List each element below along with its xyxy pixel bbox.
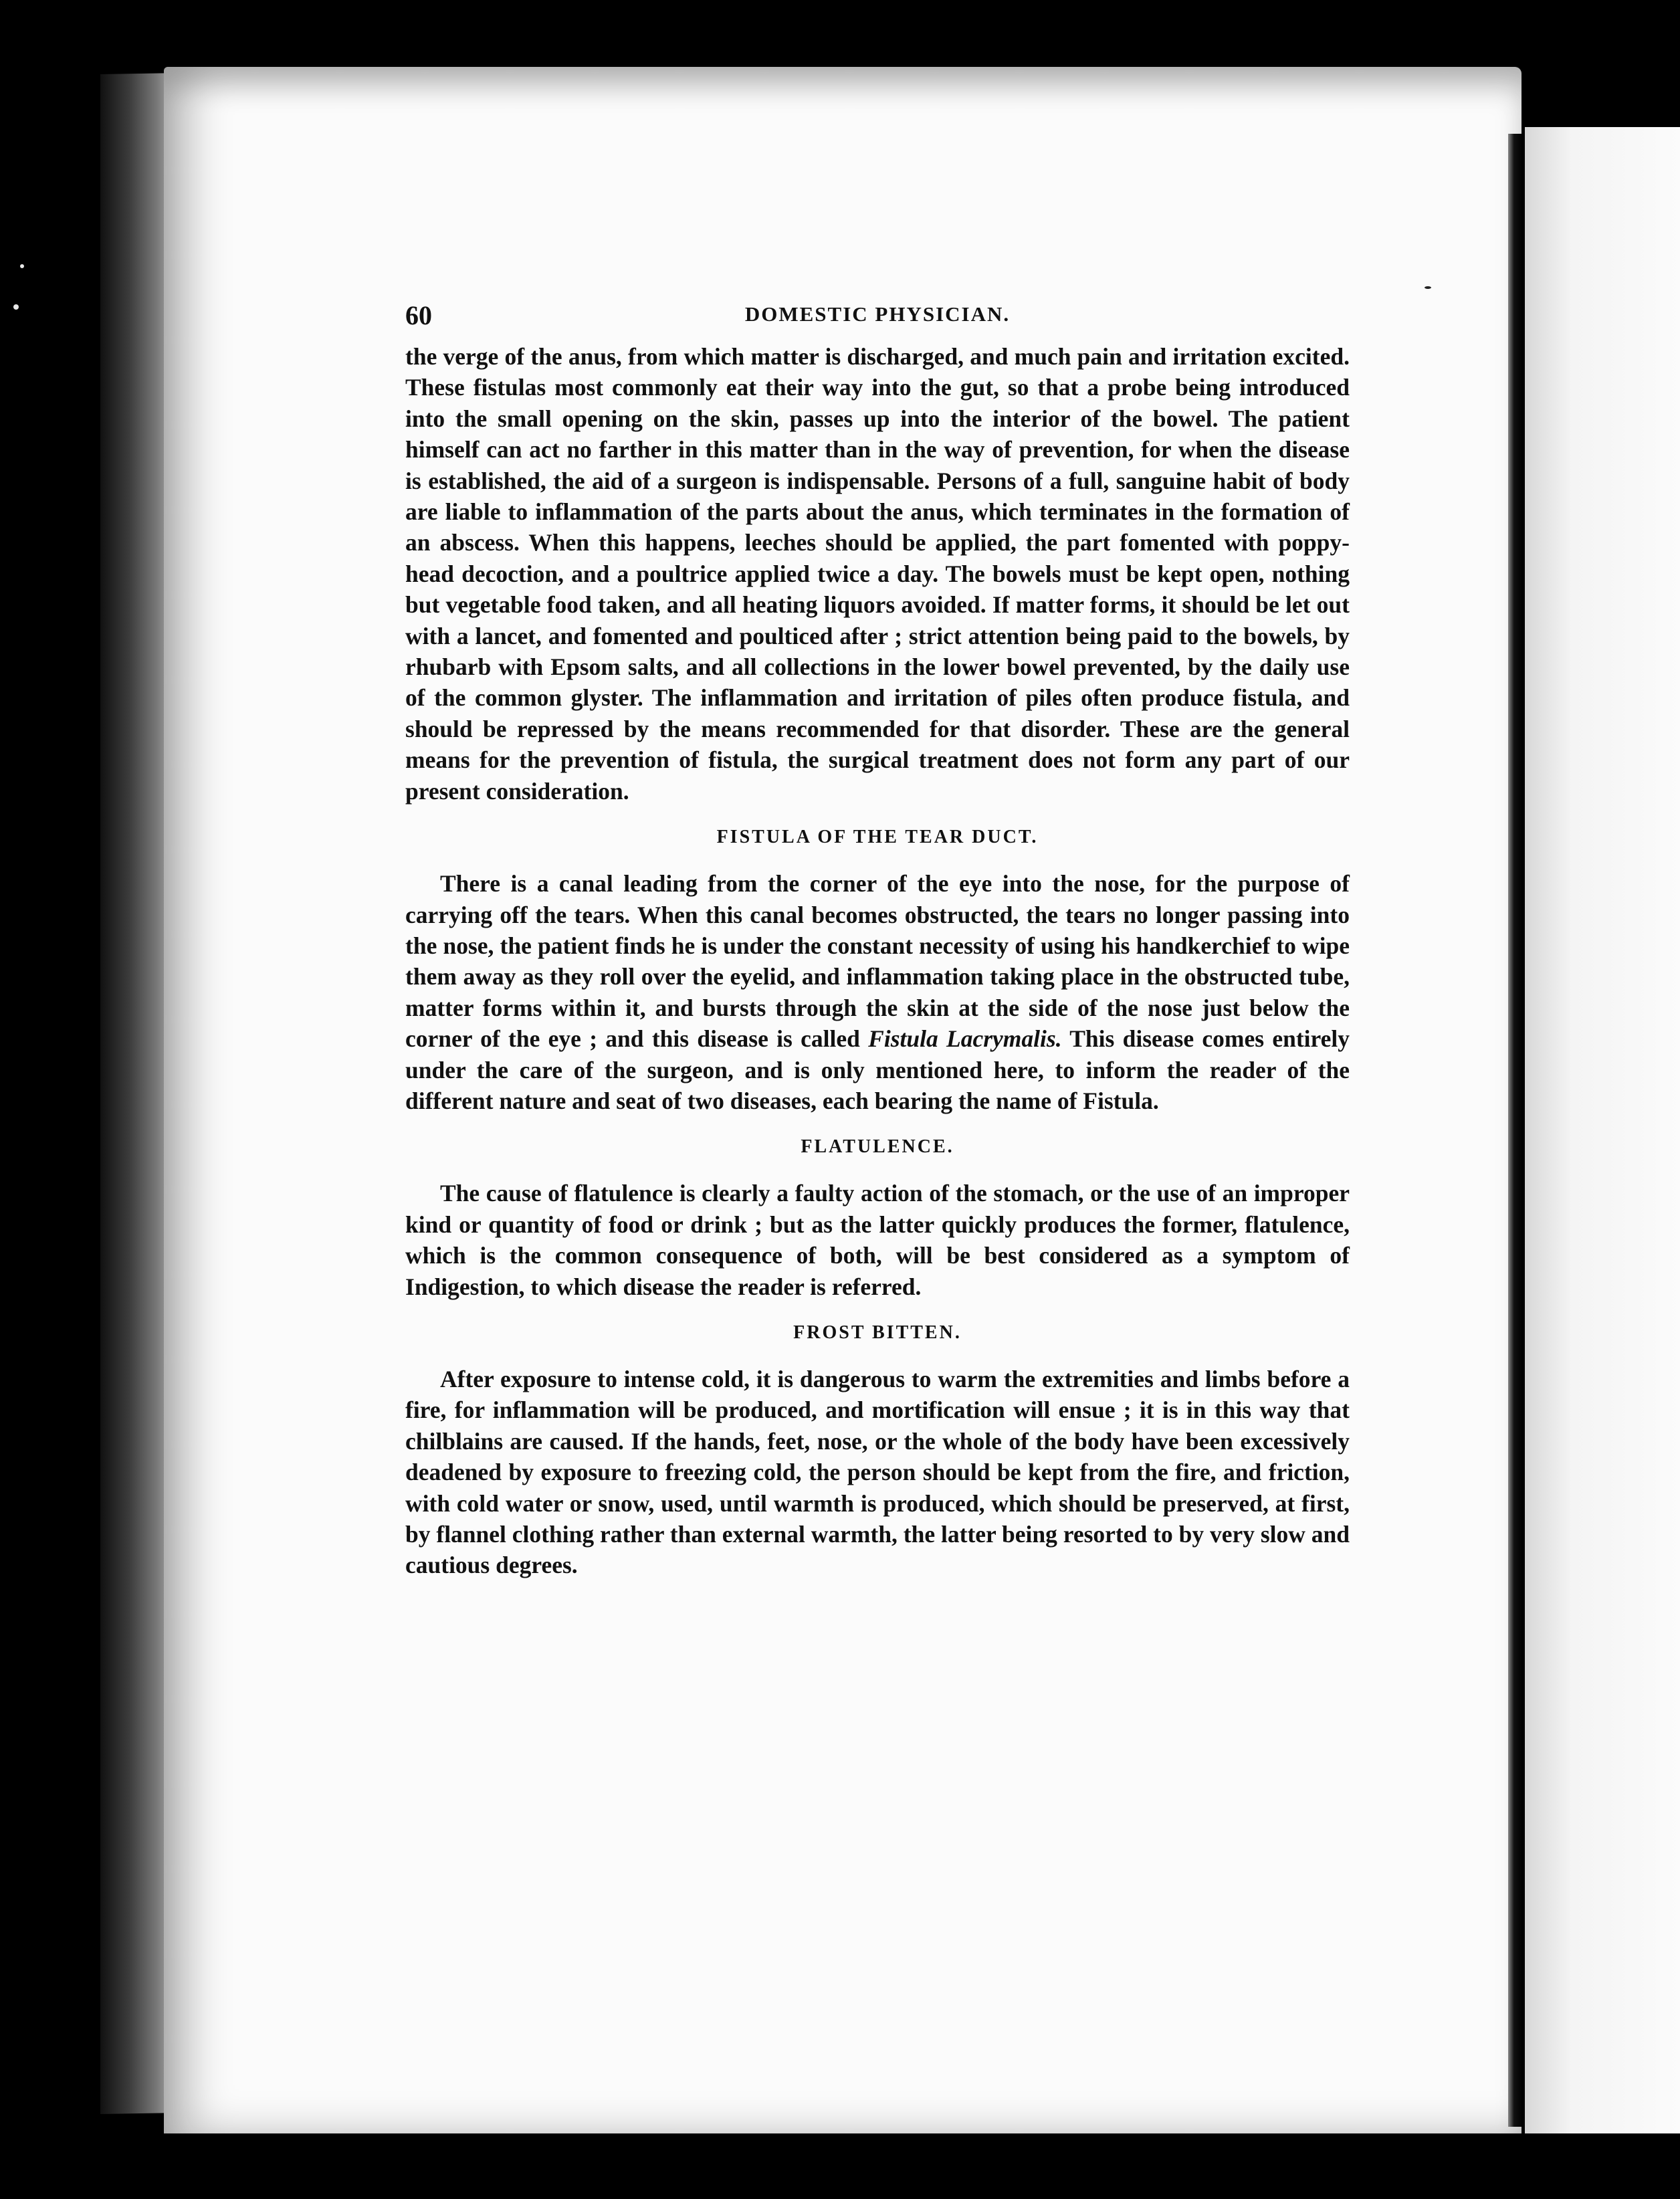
page-number: 60 — [405, 300, 432, 330]
paragraph-flatulence: The cause of flatulence is clearly a faulty action of the stomach, or the use of an improper kind or quantity of food or drink ; but as the latter quickly produces the former, flatulence, which is the common consequence of both, will be best considered as a symptom of Indigestion, to which disease the reader is referred. — [405, 1180, 1350, 1300]
scan-speck — [13, 304, 19, 310]
paragraph-text: This disease comes entirely under the care of the surgeon, and is only mentioned here, to inform the reader of the different nature and seat of two diseases, each bearing the name of Fistula. — [405, 1025, 1350, 1114]
running-title: DOMESTIC PHYSICIAN. — [744, 302, 1011, 326]
heading-fistula-tear-duct: FISTULA OF THE TEAR DUCT. — [716, 827, 1039, 848]
paragraph-fistula-tear-duct — [405, 868, 1350, 1116]
heading-flatulence: FLATULENCE. — [801, 1136, 954, 1158]
italic-term: Fistula Lacrymalis. — [868, 1025, 1062, 1053]
paragraph-frost-bitten: After exposure to intense cold, it is dangerous to warm the extremities and limbs before a fire, for inflammation will be produced, and mortification will ensue ; it is in this way that chilblains are caused. If the hands, feet, nose, or the whole of the body have been excessively deadened by exposure to freezing cold, the person should be kept from the fire, and friction, with cold water or snow, used, until warmth is produced, which should be preserved, at first, by flannel clothing rather than external warmth, the latter being resorted to by very slow and cautious degrees. — [405, 1365, 1350, 1579]
page-gutter — [1508, 134, 1523, 2127]
paragraph-text: There is a canal leading from the corner of the eye into the nose, for the purpose of carrying off the tears. When this canal becomes obstructed, the tears no longer passing into the nose, the patient finds he is under the constant necessity of using his handkerchief to wipe them away as they roll over the eyelid, and inflammation taking place in the obstructed tube, matter forms within it, and bursts through the skin at the side of the nose just below the corner of the eye ; and this disease is called — [405, 870, 1350, 1053]
paragraph-fistula-continued: the verge of the anus, from which matter is discharged, and much pain and irritation excited. These fistulas most commonly eat their way into the gut, so that a probe being introduced into the small opening on the skin, passes up into the interior of the bowel. The patient himself can act no farther in this matter than in the way of prevention, for when the disease is established, the aid of a surgeon is indispensable. Persons of a full, sanguine habit of body are liable to inflammation of the parts about the anus, which terminates in the formation of an abscess. When this happens, leeches should be applied, the part fomented with poppy-head decoction, and a poultrice applied twice a day. The bowels must be kept open, nothing but vegetable food taken, and all heating liquors avoided. If matter forms, it should be let out with a lancet, and fomented and poulticed after ; strict attention being paid to the bowels, by rhubarb with Epsom salts, and all collections in the lower bowel prevented, by the daily use of the common glyster. The inflammation and irritation of piles often produce fistula, and should be repressed by the means recommended for that disorder. These are the general means for the prevention of fistula, the surgical treatment does not form any part of our present consideration. — [405, 343, 1350, 805]
ink-speck — [1425, 286, 1431, 289]
heading-frost-bitten: FROST BITTEN. — [793, 1322, 962, 1343]
scan-speck — [20, 264, 24, 268]
page-text — [405, 300, 1350, 1581]
adjacent-page-edge — [1525, 127, 1680, 2133]
running-head — [405, 300, 1350, 329]
